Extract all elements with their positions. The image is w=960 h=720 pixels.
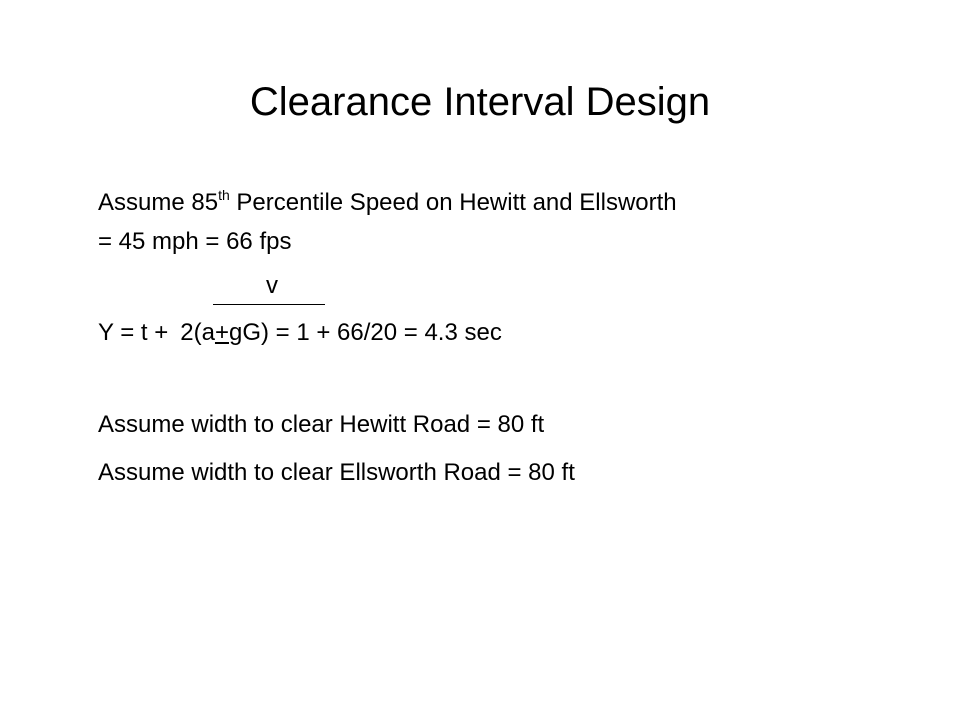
plus-minus-sign: + [214,319,229,346]
clearance-formula [98,318,502,348]
hewitt-width-assumption: Assume width to clear Hewitt Road = 80 ft [98,411,545,438]
speed-assumption-prefix: Assume 85 [98,189,219,216]
formula-numerator: v [266,272,278,299]
slide-title: Clearance Interval Design [249,80,711,124]
formula-lhs: Y = t + [98,319,169,346]
speed-assumption-line [98,188,677,218]
formula-denominator-post: gG) = 1 + 66/20 = 4.3 sec [228,319,502,346]
fraction-bar [213,304,325,305]
ellsworth-width-assumption: Assume width to clear Ellsworth Road = 80 ft [98,459,575,486]
formula-denominator-pre: 2(a [180,319,215,346]
ordinal-superscript: th [218,187,230,203]
speed-assumption-continuation: = 45 mph = 66 fps [98,228,292,255]
speed-assumption-suffix: Percentile Speed on Hewitt and Ellsworth [229,189,677,216]
